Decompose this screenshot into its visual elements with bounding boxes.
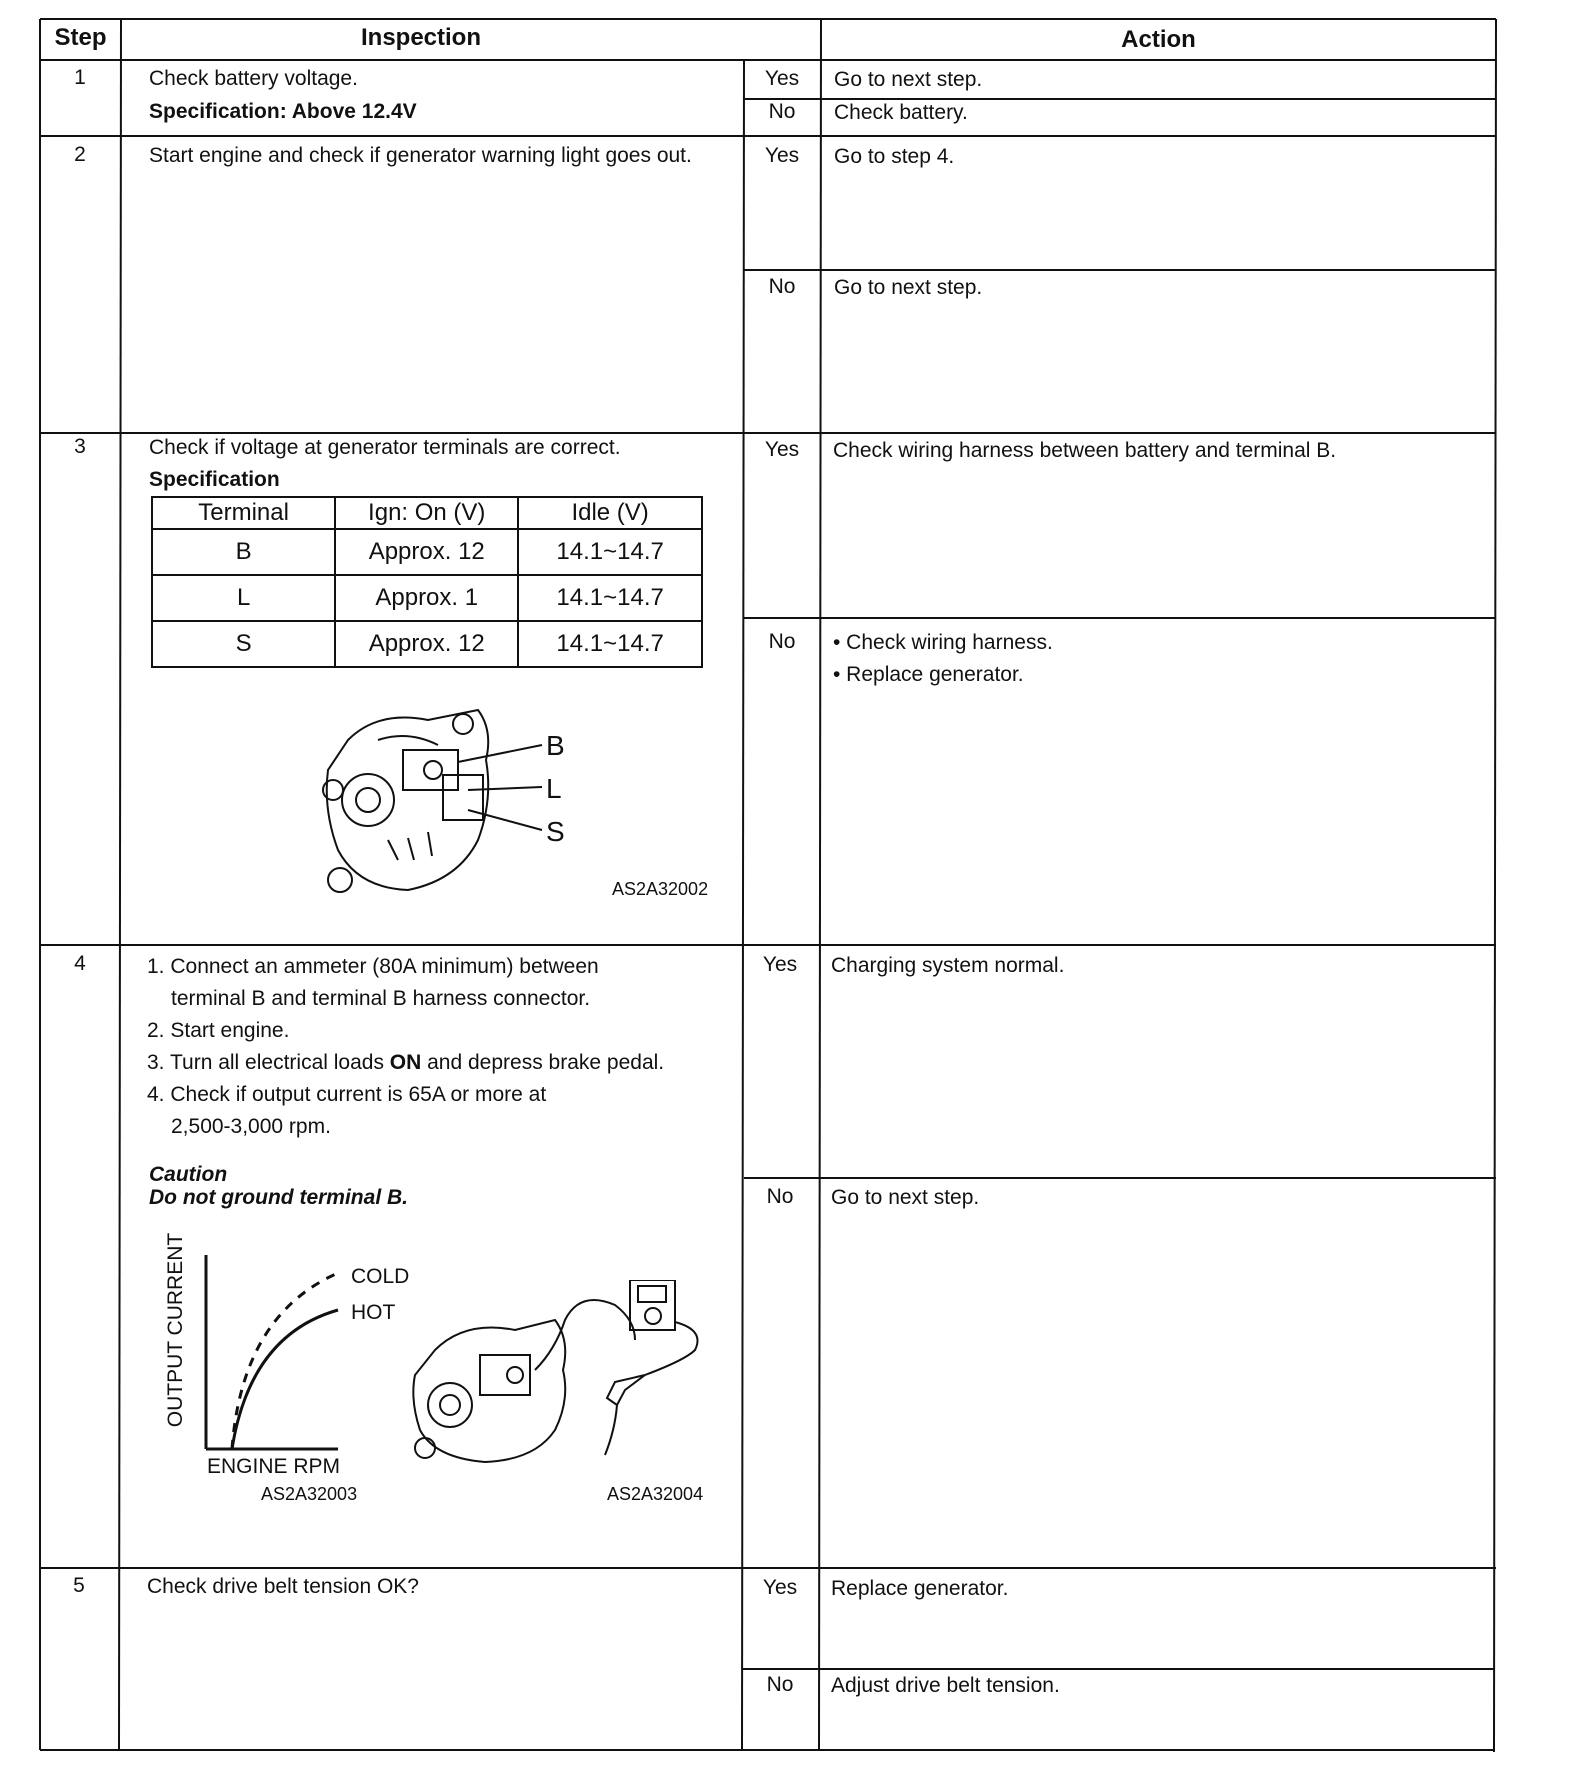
step-number: 3 [74,435,86,458]
yes-label: Yes [762,1576,798,1599]
yes-label: Yes [764,144,800,167]
spec-table-cell: B [152,529,335,575]
no-label: No [766,1185,794,1208]
step-number: 5 [73,1574,85,1597]
procedure-text: and depress brake pedal. [421,1051,665,1074]
cold-curve [232,1273,338,1449]
no-label: No [766,1673,794,1696]
procedure-item: 2,500-3,000 rpm. [171,1115,331,1138]
yes-label: Yes [764,67,800,90]
graph-code: AS2A32003 [261,1484,358,1504]
graph-x-label: ENGINE RPM [207,1455,341,1478]
procedure-emphasis: ON [389,1051,422,1074]
hot-curve [232,1310,338,1449]
no-action-item: • Replace generator. [833,663,1024,686]
yes-action: Go to next step. [834,68,983,91]
no-label: No [768,630,796,653]
spec-table [151,496,703,668]
no-label: No [768,275,796,298]
yes-label: Yes [764,438,800,461]
spec-table-cell: L [152,575,335,621]
step-inspection-text: Check battery voltage. [149,67,358,90]
step-inspection-text: Start engine and check if generator warning light goes out. [149,144,692,167]
spec-table-row [152,575,702,621]
yes-action: Charging system normal. [831,954,1065,977]
no-action: Go to next step. [831,1186,980,1209]
step-specification: Specification [149,468,280,491]
procedure-item: terminal B and terminal B harness connector. [171,987,591,1010]
figure-code: AS2A32004 [607,1484,704,1504]
yes-action: Replace generator. [831,1577,1009,1600]
header-action: Action [1121,26,1196,53]
yes-label: Yes [762,953,798,976]
graph-series-cold: COLD [351,1265,410,1288]
figure-code: AS2A32002 [612,879,709,899]
header-inspection: Inspection [360,24,481,51]
procedure-item: 2. Start engine. [147,1019,290,1042]
step-number: 4 [74,952,86,975]
no-action: Check battery. [834,101,968,124]
spec-table-cell: Approx. 12 [335,621,518,667]
spec-table-cell: Approx. 12 [335,529,518,575]
spec-table-header-row [152,497,702,529]
spec-table-cell: 14.1~14.7 [518,529,702,575]
header-step: Step [54,24,107,51]
procedure-text: 3. Turn all electrical loads [147,1051,390,1074]
no-action-item: • Check wiring harness. [833,631,1053,654]
spec-table-cell: 14.1~14.7 [518,575,702,621]
graph-series-hot: HOT [351,1301,396,1324]
terminal-label-l: L [546,773,562,804]
step-inspection-text: Check if voltage at generator terminals are correct. [149,436,621,459]
no-action: Adjust drive belt tension. [831,1674,1060,1697]
terminal-label-s: S [546,816,565,847]
generator-terminal-illustration [318,700,578,900]
output-current-graph [170,1255,350,1455]
spec-table-header: Terminal [152,497,335,529]
generator-ammeter-illustration [405,1280,715,1465]
spec-table-row [152,621,702,667]
step-number: 2 [74,143,86,166]
no-label: No [768,100,796,123]
spec-table-cell: 14.1~14.7 [518,621,702,667]
step-inspection-text: Check drive belt tension OK? [147,1575,419,1598]
spec-table-cell: Approx. 1 [335,575,518,621]
procedure-item: 1. Connect an ammeter (80A minimum) between [147,955,599,978]
step-specification: Specification: Above 12.4V [149,100,417,123]
terminal-label-b: B [546,730,565,761]
yes-action: Check wiring harness between battery and terminal B. [833,439,1337,462]
spec-table-header: Idle (V) [518,497,702,529]
step-number: 1 [74,66,86,89]
spec-table-cell: S [152,621,335,667]
no-action: Go to next step. [834,276,983,299]
procedure-item [147,1050,664,1075]
caution-text: Do not ground terminal B. [149,1186,408,1209]
procedure-item: 4. Check if output current is 65A or more at [147,1083,547,1106]
spec-table-row [152,529,702,575]
spec-table-header: Ign: On (V) [335,497,518,529]
graph-y-label: OUTPUT CURRENT [164,1232,187,1428]
caution-title: Caution [149,1163,228,1186]
yes-action: Go to step 4. [834,145,955,168]
